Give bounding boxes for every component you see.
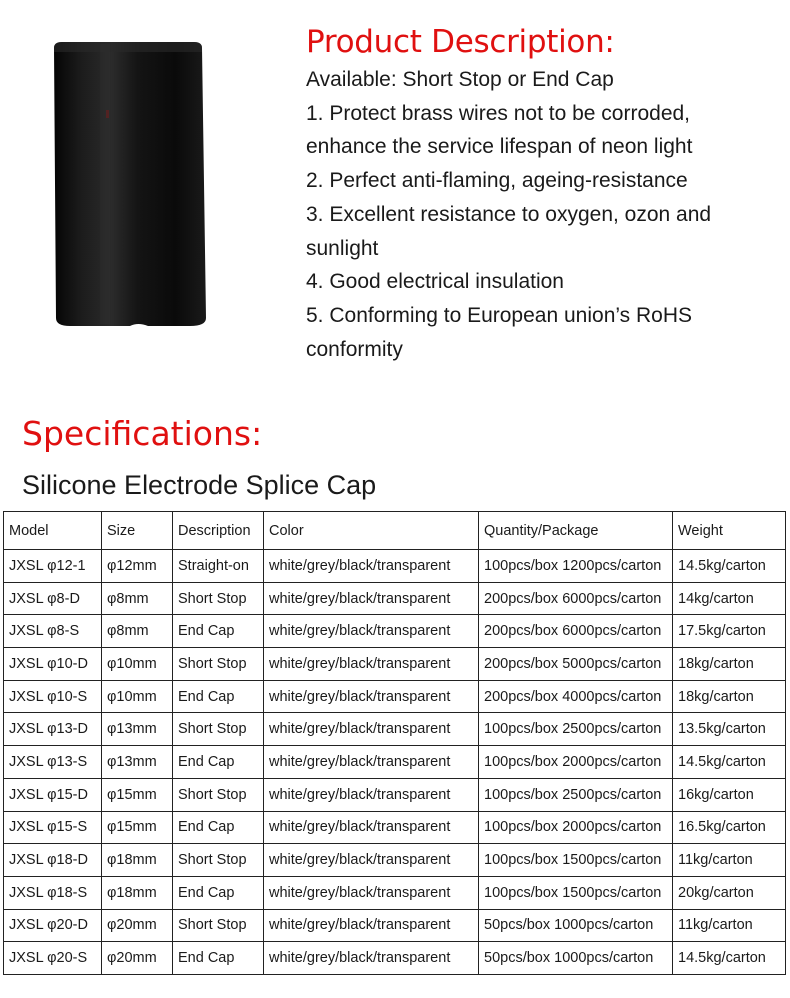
cell-size: φ8mm <box>102 615 173 648</box>
cell-description: Short Stop <box>173 844 264 877</box>
cell-description: End Cap <box>173 876 264 909</box>
cell-description: End Cap <box>173 811 264 844</box>
cell-quantity-package: 50pcs/box 1000pcs/carton <box>479 909 673 942</box>
cell-color: white/grey/black/transparent <box>264 680 479 713</box>
cell-description: Short Stop <box>173 648 264 681</box>
cell-size: φ10mm <box>102 680 173 713</box>
column-header-model: Model <box>4 512 102 550</box>
cell-description: End Cap <box>173 942 264 975</box>
black-silicone-cap-photo-icon <box>40 30 220 345</box>
table-row <box>4 811 786 844</box>
cell-description: Short Stop <box>173 778 264 811</box>
table-row <box>4 713 786 746</box>
cell-size: φ18mm <box>102 844 173 877</box>
cell-color: white/grey/black/transparent <box>264 778 479 811</box>
description-line: enhance the service lifespan of neon light <box>306 135 693 159</box>
product-description-title: Product Description: <box>306 24 615 60</box>
cell-description: End Cap <box>173 746 264 779</box>
cell-model: JXSL φ12-1 <box>4 550 102 583</box>
cell-quantity-package: 100pcs/box 2000pcs/carton <box>479 746 673 779</box>
table-row <box>4 876 786 909</box>
cell-quantity-package: 100pcs/box 2500pcs/carton <box>479 713 673 746</box>
cell-model: JXSL φ20-D <box>4 909 102 942</box>
cell-color: white/grey/black/transparent <box>264 844 479 877</box>
table-row <box>4 680 786 713</box>
cell-size: φ13mm <box>102 713 173 746</box>
cell-weight: 16kg/carton <box>673 778 786 811</box>
cell-size: φ15mm <box>102 811 173 844</box>
cell-color: white/grey/black/transparent <box>264 582 479 615</box>
column-header-size: Size <box>102 512 173 550</box>
specifications-subtitle: Silicone Electrode Splice Cap <box>22 470 377 500</box>
cell-description: End Cap <box>173 615 264 648</box>
table-header-row <box>4 512 786 550</box>
cell-quantity-package: 200pcs/box 4000pcs/carton <box>479 680 673 713</box>
description-line: sunlight <box>306 236 379 260</box>
description-line: 3. Excellent resistance to oxygen, ozon and <box>306 202 712 226</box>
cell-model: JXSL φ8-D <box>4 582 102 615</box>
cell-model: JXSL φ18-D <box>4 844 102 877</box>
table-row <box>4 648 786 681</box>
cell-size: φ20mm <box>102 942 173 975</box>
cell-model: JXSL φ10-D <box>4 648 102 681</box>
cell-model: JXSL φ13-D <box>4 713 102 746</box>
cell-color: white/grey/black/transparent <box>264 550 479 583</box>
cell-weight: 13.5kg/carton <box>673 713 786 746</box>
cell-weight: 11kg/carton <box>673 909 786 942</box>
description-lines <box>306 63 776 366</box>
cell-size: φ20mm <box>102 909 173 942</box>
cell-color: white/grey/black/transparent <box>264 615 479 648</box>
cell-model: JXSL φ10-S <box>4 680 102 713</box>
cell-quantity-package: 100pcs/box 2000pcs/carton <box>479 811 673 844</box>
cell-weight: 18kg/carton <box>673 680 786 713</box>
cell-size: φ13mm <box>102 746 173 779</box>
table-row <box>4 582 786 615</box>
description-line: 5. Conforming to European union’s RoHS <box>306 303 693 327</box>
column-header-description: Description <box>173 512 264 550</box>
cell-quantity-package: 100pcs/box 1200pcs/carton <box>479 550 673 583</box>
cell-description: Short Stop <box>173 713 264 746</box>
cell-color: white/grey/black/transparent <box>264 811 479 844</box>
cell-quantity-package: 200pcs/box 5000pcs/carton <box>479 648 673 681</box>
cell-model: JXSL φ15-D <box>4 778 102 811</box>
cell-weight: 14.5kg/carton <box>673 550 786 583</box>
table-row <box>4 778 786 811</box>
specifications-table <box>3 511 786 975</box>
cell-color: white/grey/black/transparent <box>264 746 479 779</box>
cell-quantity-package: 100pcs/box 1500pcs/carton <box>479 876 673 909</box>
cell-model: JXSL φ18-S <box>4 876 102 909</box>
cell-description: Short Stop <box>173 582 264 615</box>
description-line: 1. Protect brass wires not to be corroded, <box>306 101 691 125</box>
cell-quantity-package: 200pcs/box 6000pcs/carton <box>479 615 673 648</box>
description-line: Available: Short Stop or End Cap <box>306 68 614 91</box>
table-row <box>4 844 786 877</box>
cell-description: End Cap <box>173 680 264 713</box>
table-row <box>4 615 786 648</box>
cell-quantity-package: 50pcs/box 1000pcs/carton <box>479 942 673 975</box>
specifications-title: Specifications: <box>22 414 263 453</box>
cell-model: JXSL φ8-S <box>4 615 102 648</box>
cell-model: JXSL φ15-S <box>4 811 102 844</box>
table-row <box>4 550 786 583</box>
column-header-weight: Weight <box>673 512 786 550</box>
cell-size: φ10mm <box>102 648 173 681</box>
cell-weight: 11kg/carton <box>673 844 786 877</box>
product-description <box>306 22 776 366</box>
cell-model: JXSL φ13-S <box>4 746 102 779</box>
cell-model: JXSL φ20-S <box>4 942 102 975</box>
column-header-color: Color <box>264 512 479 550</box>
cell-color: white/grey/black/transparent <box>264 876 479 909</box>
cell-weight: 16.5kg/carton <box>673 811 786 844</box>
cell-quantity-package: 100pcs/box 2500pcs/carton <box>479 778 673 811</box>
table-row <box>4 942 786 975</box>
cell-weight: 20kg/carton <box>673 876 786 909</box>
cell-size: φ18mm <box>102 876 173 909</box>
cell-quantity-package: 100pcs/box 1500pcs/carton <box>479 844 673 877</box>
cell-size: φ12mm <box>102 550 173 583</box>
cell-quantity-package: 200pcs/box 6000pcs/carton <box>479 582 673 615</box>
description-line: 4. Good electrical insulation <box>306 270 564 294</box>
cell-weight: 18kg/carton <box>673 648 786 681</box>
cell-weight: 17.5kg/carton <box>673 615 786 648</box>
cell-color: white/grey/black/transparent <box>264 909 479 942</box>
specifications-table-body <box>4 550 786 975</box>
cell-weight: 14.5kg/carton <box>673 942 786 975</box>
cell-description: Short Stop <box>173 909 264 942</box>
description-line: conformity <box>306 337 403 361</box>
column-header-quantity-package: Quantity/Package <box>479 512 673 550</box>
cell-weight: 14kg/carton <box>673 582 786 615</box>
table-row <box>4 746 786 779</box>
description-line: 2. Perfect anti-flaming, ageing-resistance <box>306 169 688 193</box>
table-row <box>4 909 786 942</box>
product-image <box>40 30 220 345</box>
cell-weight: 14.5kg/carton <box>673 746 786 779</box>
cell-size: φ15mm <box>102 778 173 811</box>
cell-color: white/grey/black/transparent <box>264 648 479 681</box>
cell-size: φ8mm <box>102 582 173 615</box>
cell-description: Straight-on <box>173 550 264 583</box>
cell-color: white/grey/black/transparent <box>264 713 479 746</box>
cell-color: white/grey/black/transparent <box>264 942 479 975</box>
